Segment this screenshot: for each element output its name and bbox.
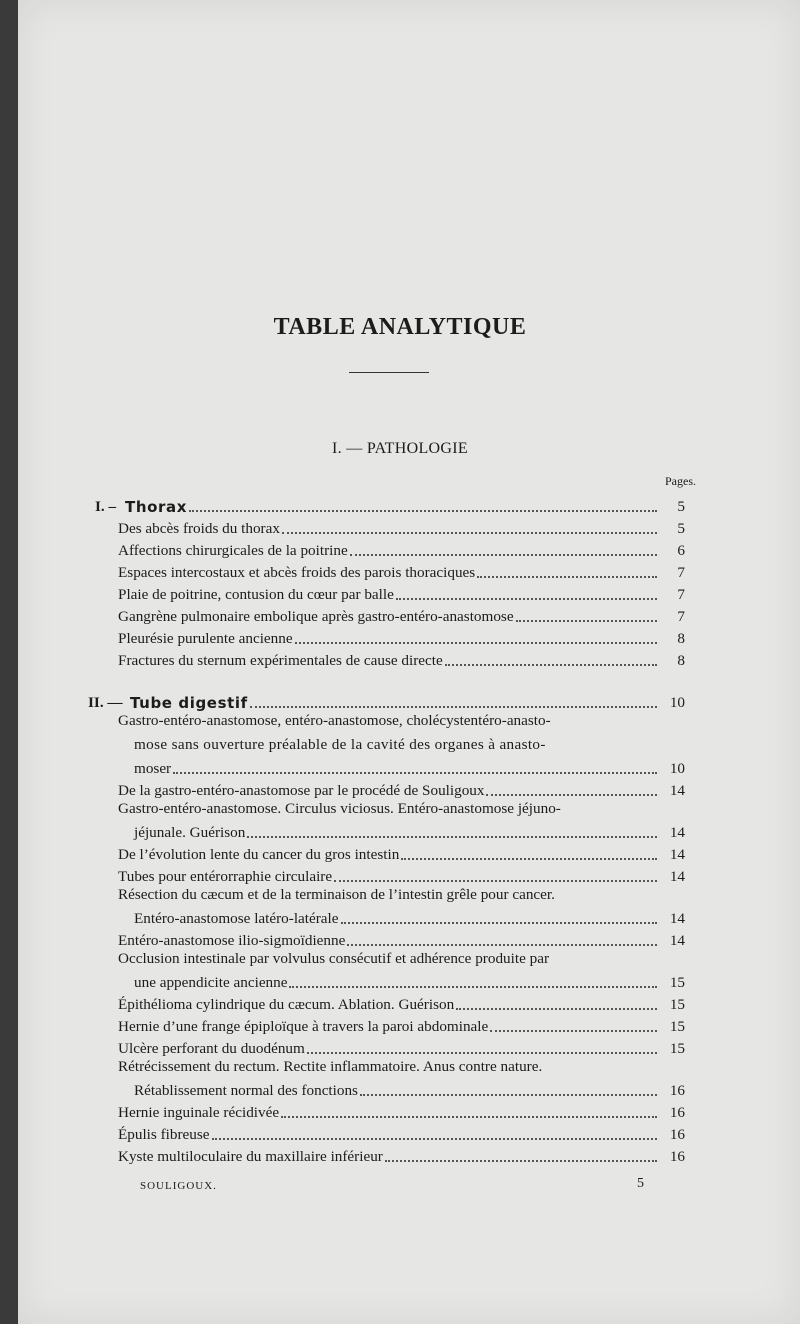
page-number: 8 [677,630,685,647]
pages-column-label: Pages. [665,474,696,488]
dot-leader [250,705,657,708]
section-title: I. — PATHOLOGIE [332,440,468,457]
page-number: 5 [677,498,685,515]
entry-text: Gangrène pulmonaire embolique après gastro-entéro-anastomose [118,608,514,625]
toc-heading-thorax [95,494,685,516]
entry-text: moser [134,760,172,777]
page-number: 16 [669,1126,685,1143]
page-number: 10 [669,694,685,711]
entry-text-line: Occlusion intestinale par volvulus consécutif et adhérence produite par [118,950,550,967]
dot-leader [212,1137,657,1140]
toc-entry [118,928,685,950]
entry-text: Épithélioma cylindrique du cæcum. Ablation. Guérison [118,996,455,1013]
dot-leader [247,835,657,838]
dot-leader [350,553,657,556]
page-number: 7 [677,564,685,581]
heading-label: Thorax [125,498,188,516]
toc-entry [118,604,685,626]
entry-text: De la gastro-entéro-anastomose par le procédé de Souligoux [118,782,485,799]
entry-text: une appendicite ancienne [134,974,288,991]
entry-text: jéjunale. Guérison [134,824,246,841]
entry-text: Fractures du sternum expérimentales de cause directe [118,652,443,669]
toc-entry [134,820,685,842]
toc-entry [118,1100,685,1122]
page-number: 16 [669,1104,685,1121]
toc-entry [118,626,685,648]
entry-text: Des abcès froids du thorax [118,520,280,537]
page-number: 8 [677,652,685,669]
dot-leader [289,985,657,988]
page-number: 15 [669,1018,685,1035]
entry-text: Affections chirurgicales de la poitrine [118,542,348,559]
dot-leader [490,1029,657,1032]
entry-text: Hernie d’une frange épiploïque à travers la paroi abdominale [118,1018,489,1035]
toc-entry [118,1122,685,1144]
dot-leader [401,857,657,860]
toc-entry [118,992,685,1014]
dot-leader [334,879,657,882]
toc-entry [118,560,685,582]
dot-leader [295,641,657,644]
page-number: 6 [677,542,685,559]
dot-leader [477,575,657,578]
entry-text: Entéro-anastomose ilio-sigmoïdienne [118,932,346,949]
dot-leader [445,663,657,666]
toc-entry [134,906,685,928]
page-number: 15 [669,974,685,991]
entry-text: Rétablissement normal des fonctions [134,1082,358,1099]
page-number: 15 [669,1040,685,1057]
heading-number: II. — [88,694,123,711]
entry-text: Hernie inguinale récidivée [118,1104,280,1121]
toc-entry [118,648,685,670]
page-number: 14 [669,846,685,863]
toc-entry [118,538,685,560]
dot-leader [486,793,657,796]
entry-text: Espaces intercostaux et abcès froids des parois thoraciques [118,564,476,581]
page-number: 7 [677,608,685,625]
dot-leader [385,1159,657,1162]
entry-text-line: Gastro-entéro-anastomose. Circulus viciosus. Entéro-anastomose jéjuno- [118,800,561,817]
page-number: 16 [669,1148,685,1165]
page-number: 16 [669,1082,685,1099]
entry-text: Kyste multiloculaire du maxillaire inférieur [118,1148,383,1165]
dot-leader [281,1115,657,1118]
dot-leader [347,943,657,946]
entry-text: Ulcère perforant du duodénum [118,1040,305,1057]
dot-leader [173,771,657,774]
toc-entry [118,1144,685,1166]
toc-entry [134,756,685,778]
entry-text: Plaie de poitrine, contusion du cœur par balle [118,586,394,603]
toc-entry [118,1036,685,1058]
heading-number: I. – [95,498,117,515]
dot-leader [516,619,657,622]
dot-leader [189,509,657,512]
entry-text-line: Rétrécissement du rectum. Rectite inflammatoire. Anus contre nature. [118,1058,543,1075]
dot-leader [282,531,657,534]
page-number: 10 [669,760,685,777]
dot-leader [396,597,657,600]
page-number: 14 [669,782,685,799]
page-number: 14 [669,932,685,949]
toc-entry [118,1014,685,1036]
dot-leader [456,1007,657,1010]
footer-author-signature: SOULIGOUX. [140,1180,217,1192]
entry-text: Tubes pour entérorraphie circulaire [118,868,333,885]
footer-signature-number: 5 [637,1176,644,1191]
page-number: 14 [669,868,685,885]
toc-entry [118,778,685,800]
entry-text: Entéro-anastomose latéro-latérale [134,910,339,927]
heading-label: Tube digestif [130,694,248,712]
page-number: 14 [669,910,685,927]
entry-text: De l’évolution lente du cancer du gros intestin [118,846,400,863]
toc-entry [134,1078,685,1100]
dot-leader [307,1051,657,1054]
entry-text: Pleurésie purulente ancienne [118,630,293,647]
entry-text: Épulis fibreuse [118,1126,210,1143]
toc-entry [118,582,685,604]
page-number: 14 [669,824,685,841]
dot-leader [360,1093,657,1096]
page-number: 5 [677,520,685,537]
page-title: TABLE ANALYTIQUE [273,314,527,340]
toc-entry [118,842,685,864]
toc-entry [118,516,685,538]
page-number: 15 [669,996,685,1013]
toc-entry [134,970,685,992]
page-number: 7 [677,586,685,603]
entry-text-line: Résection du cæcum et de la terminaison de l’intestin grêle pour cancer. [118,886,555,903]
toc-entry [118,864,685,886]
toc-heading-tube-digestif [88,690,685,712]
dot-leader [341,921,657,924]
entry-text-line: mose sans ouverture préalable de la cavité des organes à anasto- [134,736,546,753]
entry-text-line: Gastro-entéro-anastomose, entéro-anastomose, cholécystentéro-anasto- [118,712,551,729]
title-rule [349,372,429,373]
